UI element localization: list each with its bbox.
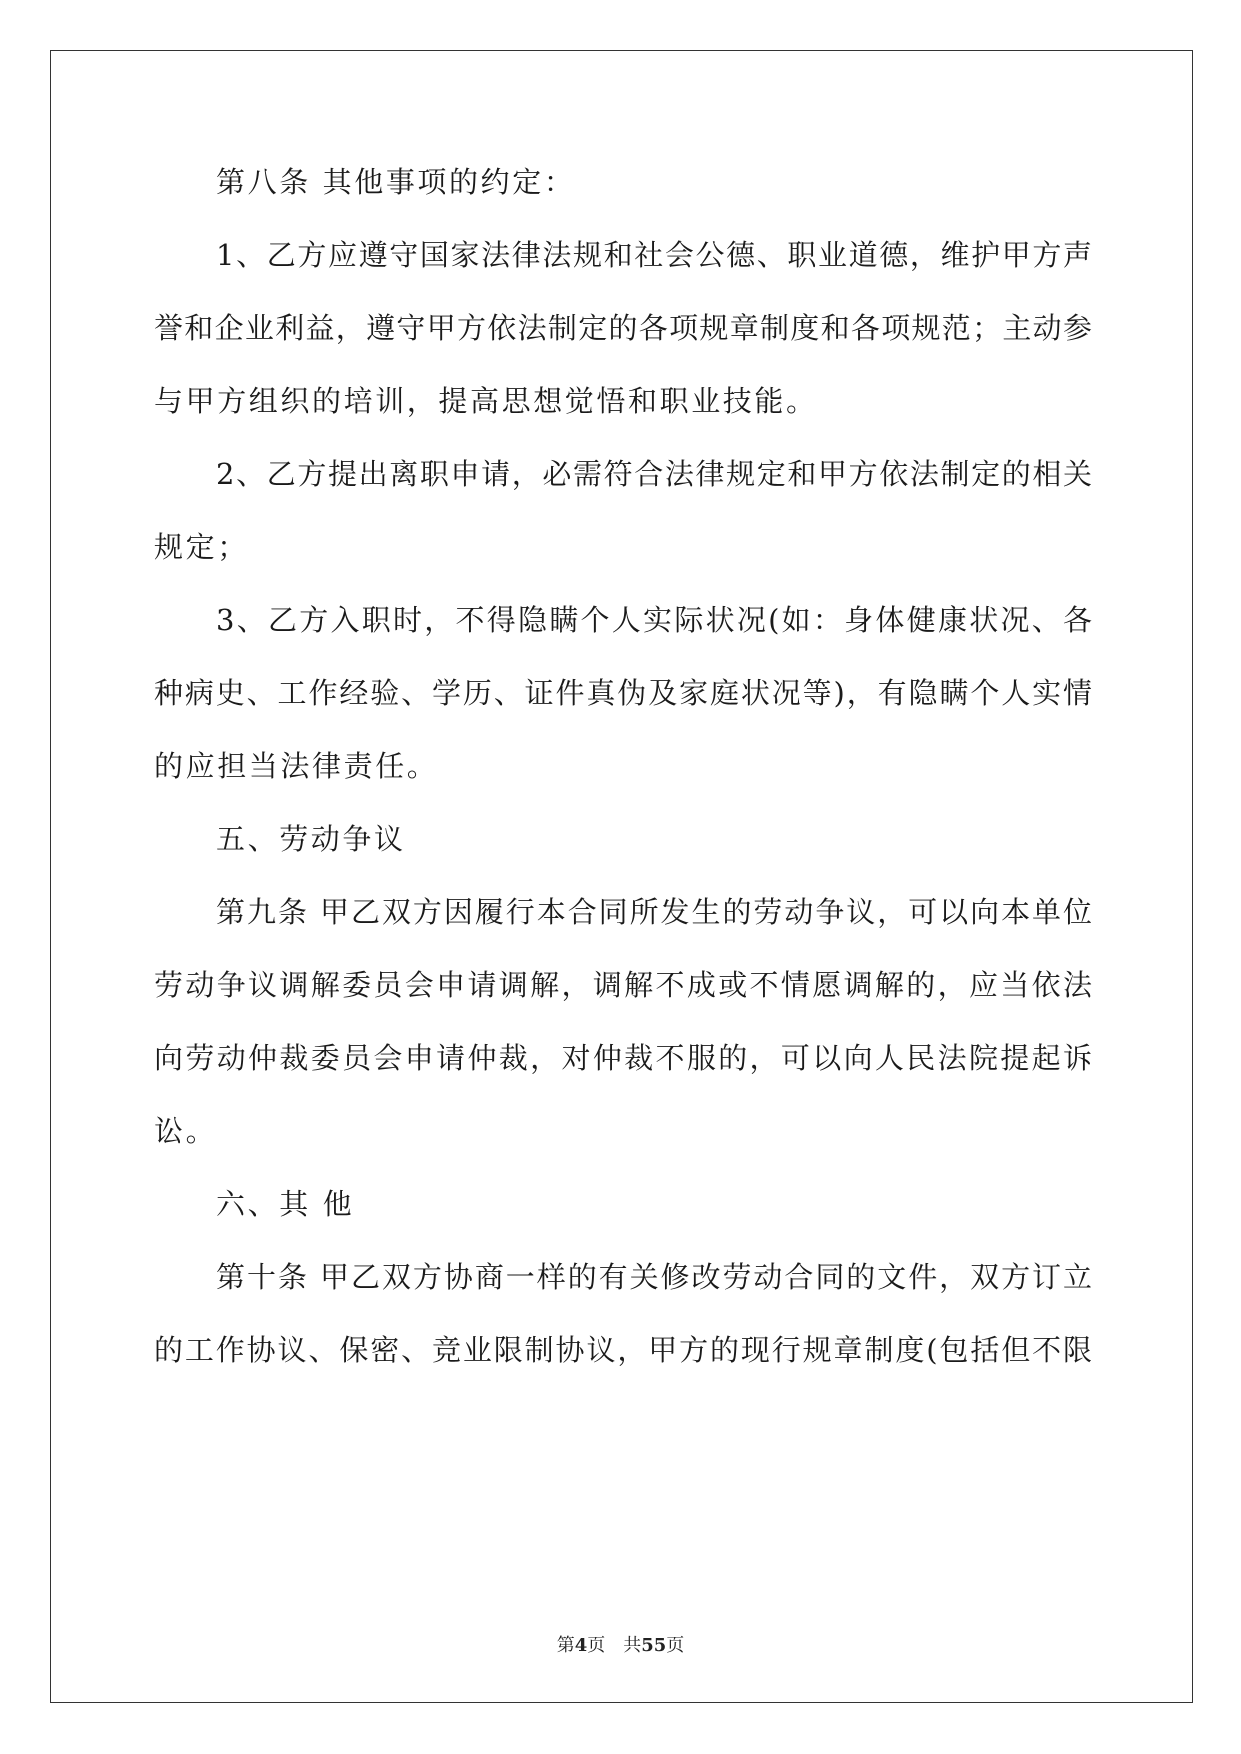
current-page-number: 4 xyxy=(574,1635,588,1656)
text-line: 向劳动仲裁委员会申请仲裁，对仲裁不服的，可以向人民法院提起诉 xyxy=(154,1041,1092,1075)
section-heading: 六、其 他 xyxy=(216,1187,355,1221)
text-line: 第十条 甲乙双方协商一样的有关修改劳动合同的文件，双方订立 xyxy=(216,1260,1092,1294)
text-line: 讼。 xyxy=(154,1114,218,1148)
text-line: 第九条 甲乙双方因履行本合同所发生的劳动争议，可以向本单位 xyxy=(216,895,1092,929)
footer-page-suffix: 页 xyxy=(587,1635,606,1656)
text-line: 1、乙方应遵守国家法律法规和社会公德、职业道德，维护甲方声 xyxy=(216,238,1092,272)
text-line: 2、乙方提出离职申请，必需符合法律规定和甲方依法制定的相关 xyxy=(216,457,1092,491)
footer-total-suffix: 页 xyxy=(666,1635,685,1656)
page-footer xyxy=(0,1634,1241,1658)
footer-prefix: 第 xyxy=(556,1635,575,1656)
text-line: 规定； xyxy=(154,530,249,564)
text-line: 誉和企业利益，遵守甲方依法制定的各项规章制度和各项规范；主动参 xyxy=(154,311,1092,345)
text-line: 的应担当法律责任。 xyxy=(154,749,439,783)
text-line: 的工作协议、保密、竞业限制协议，甲方的现行规章制度(包括但不限 xyxy=(154,1333,1092,1367)
total-pages-number: 55 xyxy=(641,1635,667,1656)
text-line: 劳动争议调解委员会申请调解，调解不成或不情愿调解的，应当依法 xyxy=(154,968,1092,1002)
text-line: 3、乙方入职时，不得隐瞒个人实际状况(如：身体健康状况、各 xyxy=(216,603,1092,637)
text-line: 第八条 其他事项的约定： xyxy=(216,165,576,199)
text-line: 种病史、工作经验、学历、证件真伪及家庭状况等)，有隐瞒个人实情 xyxy=(154,676,1092,710)
footer-total-prefix: 共 xyxy=(623,1635,642,1656)
page-border xyxy=(50,50,1193,1703)
section-heading: 五、劳动争议 xyxy=(216,822,406,856)
text-line: 与甲方组织的培训，提高思想觉悟和职业技能。 xyxy=(154,384,818,418)
